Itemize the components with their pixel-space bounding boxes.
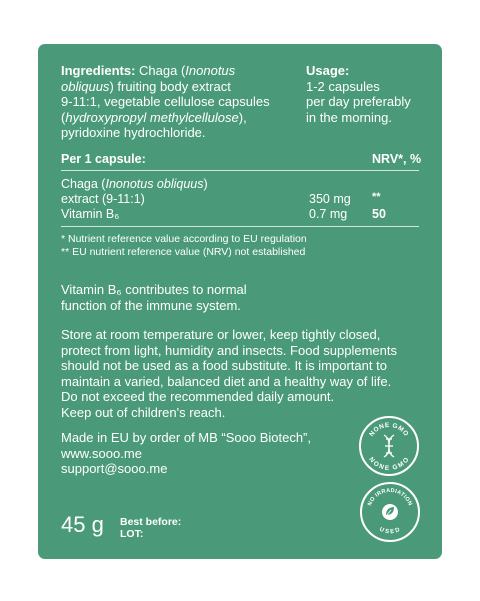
lot-label: LOT: (120, 528, 144, 540)
table-row-chaga-name (61, 177, 291, 207)
badge-text: NONE GMO (368, 421, 410, 438)
storage-line: Do not exceed the recommended daily amount. (61, 389, 335, 404)
row-name: ) (203, 177, 208, 191)
storage-line: protect from light, humidity and insects. Food supplements (61, 342, 397, 358)
per-capsule-label: Per 1 capsule: (61, 152, 146, 166)
svg-text:NONE GMO (368, 422, 410, 438)
row-name-latin: Inonotus obliquus (105, 177, 204, 191)
storage-line: should not be used as a food substitute. It is important to (61, 358, 387, 373)
row-amount: 0.7 mg (309, 207, 348, 221)
no-irradiation-badge (360, 482, 420, 542)
ingredients-text: 9-11:1, vegetable cellulose capsules (61, 94, 270, 109)
best-before-label: Best before: (120, 516, 182, 528)
badge-text: NO IRRADIATION (367, 487, 413, 507)
divider (61, 170, 419, 171)
product-label (38, 44, 442, 559)
row-name: Chaga ( (61, 177, 106, 191)
footnote: * Nutrient reference value according to EU regulation (61, 233, 307, 245)
best-before-block (120, 516, 181, 540)
usage-block (306, 63, 436, 125)
row-nrv: ** (372, 191, 381, 203)
row-amount: 350 mg (309, 192, 351, 206)
divider (61, 226, 419, 227)
ingredients-block (61, 63, 299, 141)
claim-line: function of the immune system. (61, 297, 241, 313)
row-name: extract (9-11:1) (61, 192, 145, 206)
net-weight: 45 g (61, 512, 104, 537)
no-irradiation-badge-graphic (362, 484, 418, 540)
ingredients-latin: hydroxypropyl methylcellulose (65, 109, 239, 125)
svg-text:NO IRRADIATION (367, 488, 413, 507)
usage-line: 1-2 capsules (306, 78, 380, 94)
ingredients-text: pyridoxine hydrochloride. (61, 125, 206, 140)
table-row-vitamin-name: Vitamin B₆ (61, 207, 120, 221)
claim-line: Vitamin B₆ contributes to normal (61, 282, 247, 297)
badge-text: USED (378, 526, 402, 536)
website-text: www.sooo.me (61, 445, 142, 461)
storage-line: Store at room temperature or lower, keep tightly closed, (61, 327, 381, 342)
svg-text:NONE GMO (367, 456, 410, 472)
usage-heading: Usage: (306, 63, 350, 78)
usage-line: per day preferably (306, 94, 411, 109)
ingredients-heading: Ingredients: (61, 63, 136, 78)
nrv-label: NRV*, % (372, 152, 422, 166)
manufacturer-info (61, 430, 361, 477)
storage-text (61, 327, 421, 420)
health-claim (61, 282, 421, 313)
none-gmo-badge-graphic (361, 418, 417, 474)
badge-text: NONE GMO (367, 456, 411, 473)
svg-text:USED (378, 527, 401, 536)
manufacturer-line: Made in EU by order of MB “Sooo Biotech”, (61, 430, 312, 445)
ingredients-latin: Inonotus (185, 63, 236, 78)
footnotes (61, 233, 421, 258)
row-nrv: 50 (372, 207, 386, 221)
none-gmo-badge (359, 416, 419, 476)
email-text: support@sooo.me (61, 461, 168, 476)
storage-line: Keep out of children's reach. (61, 404, 226, 420)
ingredients-text: Chaga ( (135, 63, 186, 78)
storage-line: maintain a varied, balanced diet and a healthy way of life. (61, 373, 392, 389)
footnote: ** EU nutrient reference value (NRV) not established (61, 245, 306, 258)
leaf-icon (382, 504, 398, 520)
ingredients-text: ( (61, 109, 66, 125)
ingredients-text: ), (238, 109, 247, 125)
dna-icon (384, 435, 394, 457)
ingredients-latin: obliquus (61, 78, 110, 94)
usage-line: in the morning. (306, 109, 392, 125)
ingredients-text: ) fruiting body extract (109, 78, 231, 94)
